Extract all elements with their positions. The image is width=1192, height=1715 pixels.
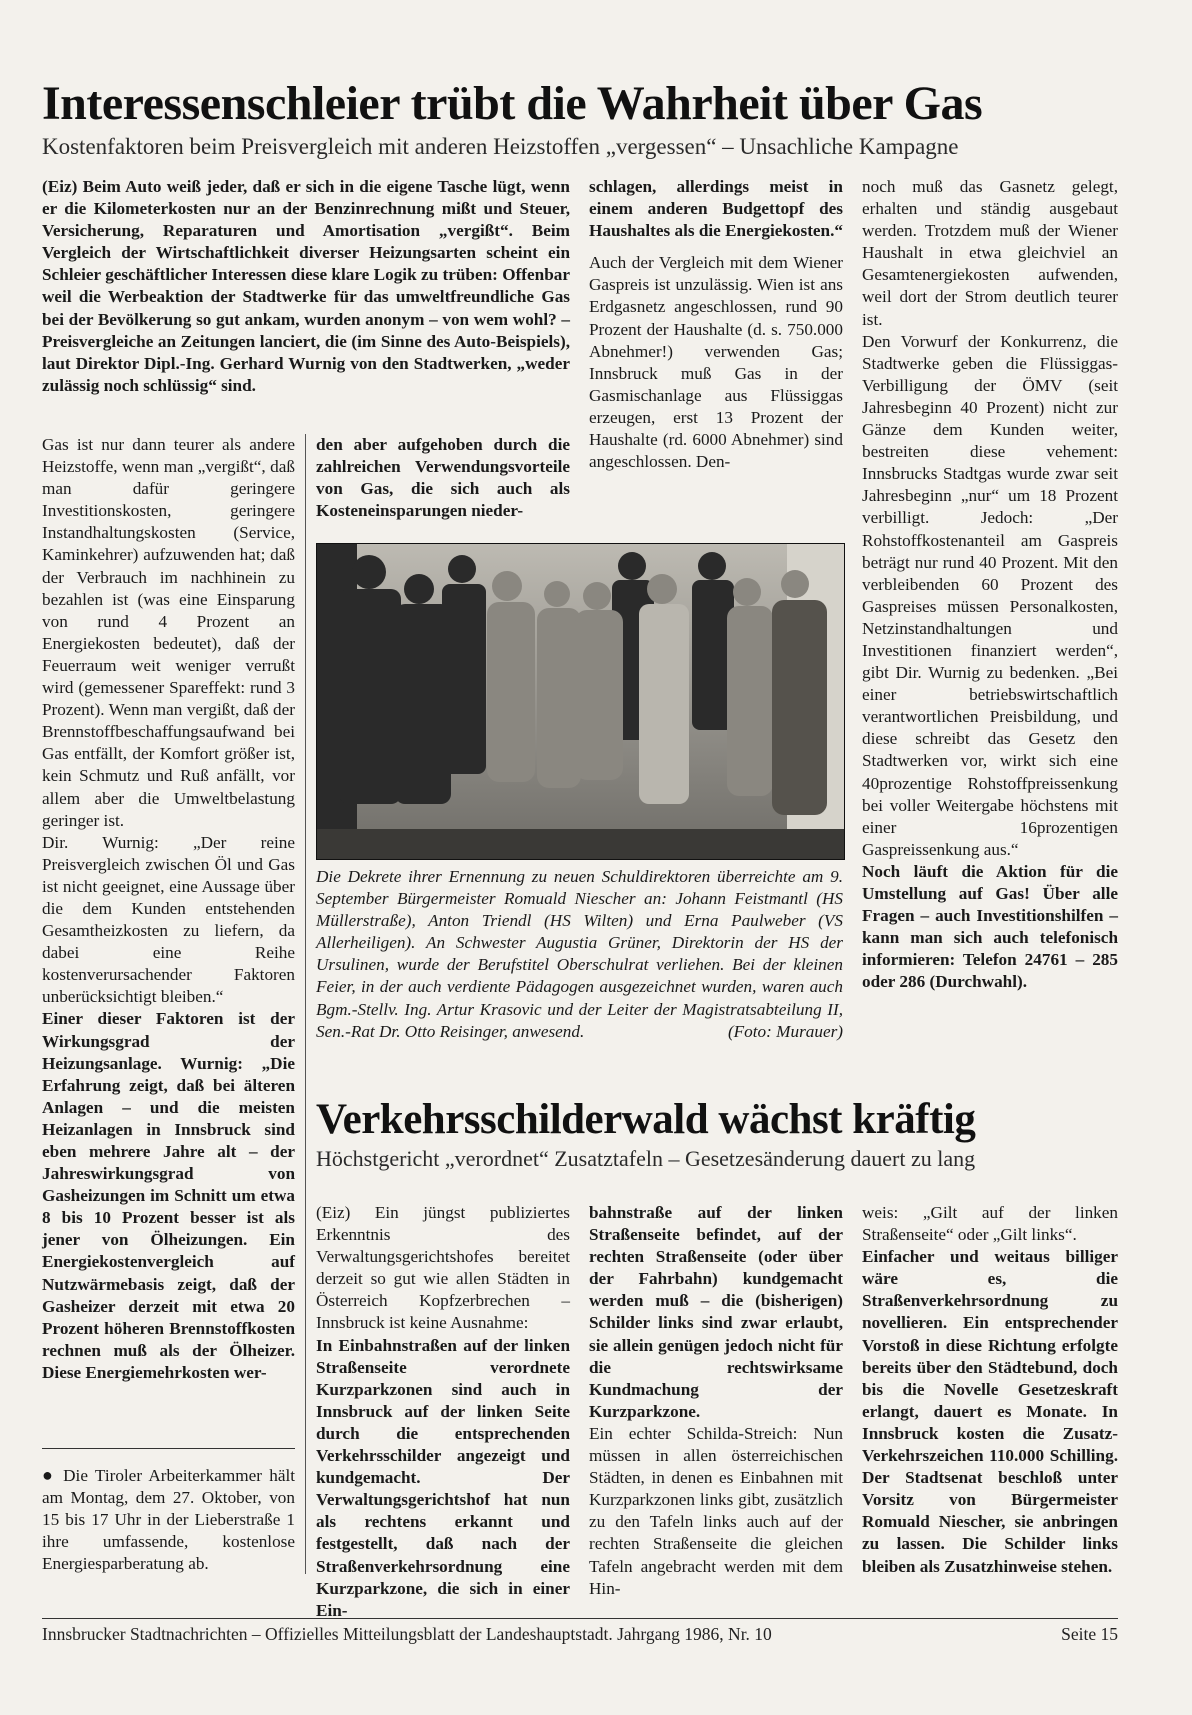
a2-col1-bold: In Einbahnstraßen auf der linken Straßenseite verordnete Kurzparkzonen sind auch in Innsbruck auf der linken Seite durch die entsprechenden Verkehrsschilder angezeigt und kundgemacht. Der Verwaltungsgerichtshof hat nun als rechtens erkannt und festgestellt, daß nach der Straßenverkehrsordnung eine Kurzparkzone, die sich in einer Ein- (316, 1335, 570, 1620)
notice-rule (42, 1448, 295, 1449)
notice-text: Die Tiroler Arbeiterkammer hält am Montag, dem 27. Oktober, von 15 bis 17 Uhr in der Lieberstraße 1 ihre umfassende, kostenlose Energiesparberatung ab. (42, 1466, 295, 1574)
article-lead: (Eiz) Beim Auto weiß jeder, daß er sich in die eigene Tasche lügt, wenn er die Kilometerkosten nur an der Benzinrechnung mißt und Steuer, Versicherung, Reparaturen und Amortisation „vergißt“. Beim Vergleich der Wirtschaftlichkeit diverser Heizungsarten scheint ein Schleier geschäftlicher Interessen diese klare Logik zu trüben: Offenbar weil die Werbeaktion der Stadtwerke für das umweltfreundliche Gas bei der Bevölkerung so gut ankam, wurden anonym – von wem wohl? – Preisvergleiche an Zeitungen lanciert, die (im Sinne des Auto-Beispiels), laut Direktor Dipl.-Ing. Gerhard Wurnig von den Stadtwerken, „weder zulässig noch schlüssig“ sind. (42, 177, 570, 395)
notice-box (42, 1464, 295, 1574)
col1-body: Gas ist nur dann teurer als andere Heizstoffe, wenn man „vergißt“, daß man dafür geringere Investitionskosten, geringere Instandhaltungskosten (Service, Kaminkehrer) aufzuwenden hat; daß der Verbrauch im nachhinein zu bezahlen ist (was eine Einsparung von rund 4 Prozent an Energiekosten bedeutet), daß der Feuerraum weit weniger verrußt wird (gemessener Spareffekt: rund 3 Prozent). Wenn man vergißt, daß der Brennstoffbeschaffungsaufwand bei Gas entfällt, der Komfort größer ist, kein Schmutz und Ruß anfällt, vor allem aber die Umweltbelastung geringer ist. (42, 435, 295, 830)
a2-col1-plain: (Eiz) Ein jüngst publiziertes Erkenntnis des Verwaltungsgerichtshofes bereitet derzeit so gut wie allen Städten in Österreich Kopfzerbrechen – Innsbruck ist keine Ausnahme: (316, 1203, 570, 1333)
col3-lead: schlagen, allerdings meist in einem anderen Budgettopf des Haushaltes als die Energiekosten.“ (589, 177, 844, 241)
group-photo (316, 543, 845, 860)
photo-caption (316, 866, 843, 1043)
article2-subhead: Höchstgericht „verordnet“ Zusatztafeln – Gesetzesänderung dauert zu lang (316, 1146, 976, 1171)
footer-left: Innsbrucker Stadtnachrichten – Offizielles Mitteilungsblatt der Landeshauptstadt. Jahrgang 1986, Nr. 10 (42, 1624, 772, 1644)
col4-body: noch muß das Gasnetz gelegt, erhalten und ständig ausgebaut werden. Trotzdem muß der Wiener Haushalt in etwa gleichviel an Gesamtenergiekosten aufwenden, weil dort der Strom deutlich teurer ist. (862, 177, 1118, 329)
article-subhead: Kostenfaktoren beim Preisvergleich mit anderen Heizstoffen „vergessen“ – Unsachliche Kampagne (42, 134, 959, 159)
photo-credit: (Foto: Murauer) (727, 1021, 843, 1041)
article-col4 (862, 176, 1118, 1076)
bullet-icon: ● (42, 1465, 56, 1485)
article2-col1 (316, 1202, 570, 1620)
a2-col3-bold: Einfacher und weitaus billiger wäre es, die Straßenverkehrsordnung zu novellieren. Ein entsprechender Vorstoß in diese Richtung erfolgte bereits über den Städtebund, doch bis die Novelle Gesetzeskraft erlangt, dauert es Monate. In Innsbruck kosten die Zusatz-Verkehrszeichen 110.000 Schilling. Der Stadtsenat beschloß unter Vorsitz von Bürgermeister Romuald Niescher, sie anbringen zu lassen. Die Schilder links bleiben als Zusatzhinweise stehen. (862, 1247, 1118, 1576)
article-col1 (42, 434, 295, 1437)
page-number: Seite 15 (1061, 1624, 1118, 1644)
article2-headline: Verkehrsschilderwald wächst kräftig (316, 1096, 976, 1143)
col4-bold: Noch läuft die Aktion für die Umstellung auf Gas! Über alle Fragen – auch Investitionshilfen – kann man sich auch telefonisch informieren: Telefon 24761 – 285 oder 286 (Durchwahl). (862, 861, 1118, 992)
caption-text: Die Dekrete ihrer Ernennung zu neuen Schuldirektoren überreichte am 9. September Bürgermeister Romuald Niescher an: Johann Feistmantl (HS Müllerstraße), Anton Triendl (HS Wilten) und Erna Paulweber (VS Allerheiligen). An Schwester Augustia Grüner, Direktorin der HS der Ursulinen, wurde der Berufstitel Oberschulrat verliehen. Bei der kleinen Feier, in der auch verdiente Pädagogen ausgezeichnet wurden, waren auch Bgm.-Stellv. Ing. Artur Krasovic und der Leiter der Magistratsabteilung II, Sen.-Rat Dr. Otto Reisinger, anwesend. (316, 867, 843, 1041)
article-col2: den aber aufgehoben durch die zahlreichen Verwendungsvorteile von Gas, die sich auch als Kosteneinsparungen nieder- (316, 435, 570, 521)
a2-col2-bold: bahnstraße auf der linken Straßenseite befindet, auf der rechten Straßenseite (oder über der Fahrbahn) kundgemacht werden muß – die (bisherigen) Schilder links sind zwar erlaubt, sie allein genügen jedoch nicht für die rechtswirksame Kundmachung der Kurzparkzone. (589, 1203, 843, 1421)
col3-body: Auch der Vergleich mit dem Wiener Gaspreis ist unzulässig. Wien ist ans Erdgasnetz angeschlossen, rund 90 Prozent der Haushalte (d. s. 750.000 Abnehmer!) verwenden Gas; Innsbruck muß Gas in der Gasmischanlage aus Flüssiggas erzeugen, erst 13 Prozent der Haushalte (rd. 6000 Abnehmer) sind angeschlossen. Den- (589, 253, 843, 472)
a2-col2-plain: Ein echter Schilda-Streich: Nun müssen in allen österreichischen Städten, in denen es Einbahnen mit Kurzparkzonen links gibt, zusätzlich zu den Tafeln links auch auf der rechten Straßenseite die gleichen Tafeln angebracht werden mit dem Hin- (589, 1423, 843, 1598)
col1-quote: Dir. Wurnig: „Der reine Preisvergleich zwischen Öl und Gas ist nicht geeignet, eine Aussage über die dem Kunden entstehenden Gesamtheizkosten zu liefern, da dabei eine Reihe kostenverursachender Faktoren unberücksichtigt bleiben.“ (42, 832, 295, 1007)
col1-bold: Einer dieser Faktoren ist der Wirkungsgrad der Heizungsanlage. Wurnig: „Die Erfahrung zeigt, daß bei älteren Anlagen – und die meisten Heizanlagen in Innsbruck sind eben mehrere Jahre alt – der Jahreswirkungsgrad von Gasheizungen im Schnitt um etwa 8 bis 10 Prozent besser ist als jener von Ölheizungen. Ein Energiekostenvergleich auf Nutzwärmebasis zeigt, daß der Gasheizer derzeit mit etwa 20 Prozent höheren Brennstoffkosten rechnen muß als der Ölheizer. Diese Energiemehrkosten wer- (42, 1009, 295, 1382)
article-headline: Interessenschleier trübt die Wahrheit über Gas (42, 77, 983, 130)
photo-image (317, 544, 844, 859)
article-col3 (589, 176, 843, 526)
footer-rule (42, 1618, 1118, 1619)
column-divider (305, 434, 306, 1574)
article2-col2 (589, 1202, 843, 1598)
a2-col3-plain: weis: „Gilt auf der linken Straßenseite“ oder „Gilt links“. (862, 1203, 1118, 1245)
article2-col3 (862, 1202, 1118, 1574)
col4-body2: Den Vorwurf der Konkurrenz, die Stadtwerke geben die Flüssiggas-Verbilligung der ÖMV (seit Jahresbeginn 40 Prozent) nicht zur Gänze dem Kunden weiter, bestreiten diese vehement: Innsbrucks Stadtgas wurde zwar seit Jahresbeginn „nur“ um 18 Prozent verbilligt. Jedoch: „Der Rohstoffkostenanteil am Gaspreis beträgt nur rund 40 Prozent. Mit den verbleibenden 60 Prozent des Gaspreises müssen Personalkosten, Netzinstandhaltungen und Investitionen finanziert werden“, gibt Dir. Wurnig zu bedenken. „Bei einer betriebswirtschaftlich verantwortlichen Preisbildung, und diese schreibt das Gesetz den Stadtwerken vor, wirkt sich eine 40prozentige Rohstoffpreissenkung bei voller Weitergabe höchstens mit einer 16prozentigen Gaspreissenkung aus.“ (862, 331, 1118, 859)
